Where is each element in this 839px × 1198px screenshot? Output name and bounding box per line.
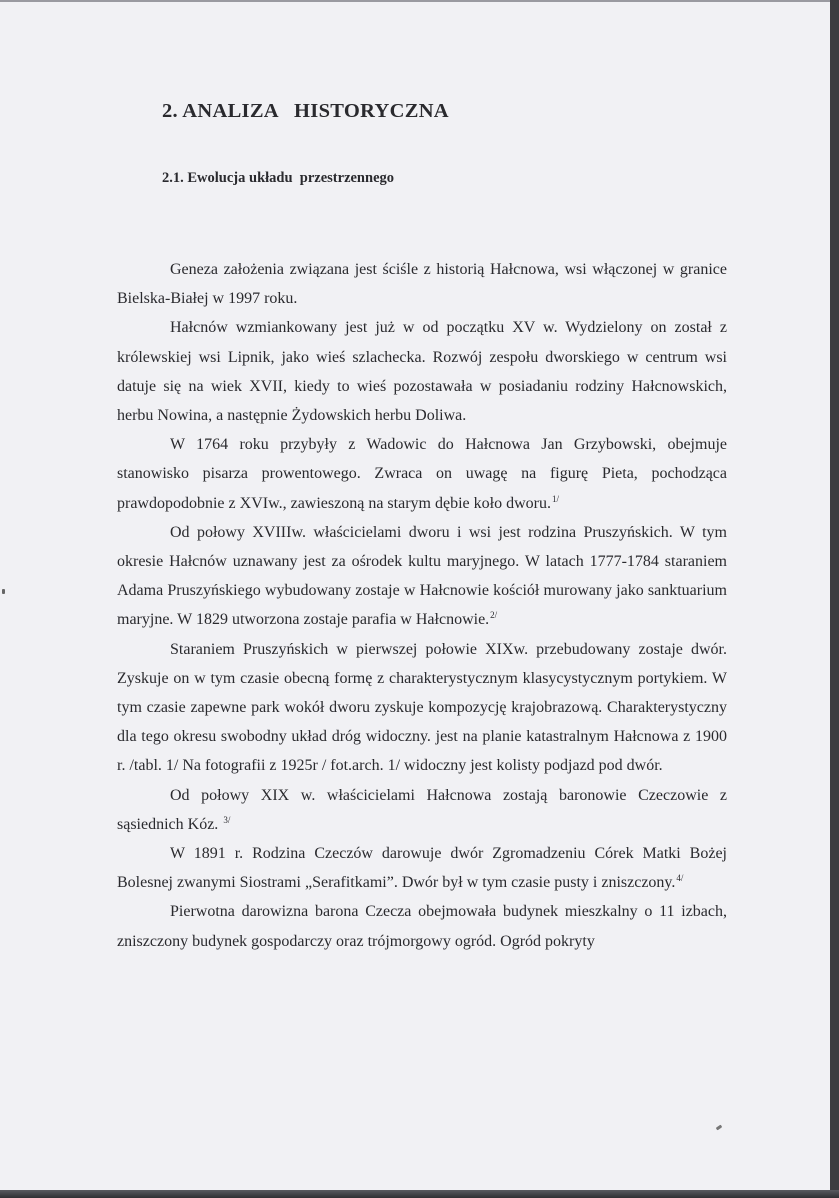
paragraph-text: Od połowy XIX w. właścicielami Hałcnowa zostają baronowie Czeczowie z sąsiednich Kóz. — [117, 786, 727, 833]
paragraph — [117, 430, 727, 518]
scan-edge-top — [0, 0, 839, 2]
paragraph-text: W 1764 roku przybyły z Wadowic do Hałcnowa Jan Grzybowski, obejmuje stanowisko pisarza prowentowego. Zwraca on uwagę na figurę Pieta, pochodząca prawdopodobnie z XVIw., zawieszoną na starym dębie koło dworu. — [117, 436, 727, 512]
paragraph-text: Staraniem Pruszyńskich w pierwszej połowie XIXw. przebudowany zostaje dwór. Zyskuje on w tym czasie obecną formę z charakterystycznym klasycystycznym portykiem. W tym czasie zapewne park wokół dworu zyskuje kompozycję krajobrazową. Charakterystyczny dla tego okresu swobodny układ dróg widoczny. jest na planie katastralnym Hałcnowa z 1900 r. /tabl. 1/ Na fotografii z 1925r / fot.arch. 1/ widoczny jest kolisty podjazd pod dwór. — [117, 640, 727, 775]
paragraph-text: Pierwotna darowizna barona Czecza obejmowała budynek mieszkalny o 11 izbach, zniszczony budynek gospodarczy oraz trójmorgowy ogród. Ogród pokryty — [117, 903, 727, 950]
section-title: 2. ANALIZA HISTORYCZNA — [162, 100, 449, 122]
paragraph — [117, 255, 727, 313]
footnote-marker: 2/ — [490, 610, 498, 621]
subsection-title: 2.1. Ewolucja układu przestrzennego — [162, 170, 394, 186]
paragraph-text: Geneza założenia związana jest ściśle z historią Hałcnowa, wsi włączonej w granice Bielska-Białej w 1997 roku. — [117, 261, 727, 308]
footnote-marker: 1/ — [551, 493, 559, 504]
paragraph-text: Od połowy XVIIIw. właścicielami dworu i wsi jest rodzina Pruszyńskich. W tym okresie Hałcnów uznawany jest za ośrodek kultu maryjnego. W latach 1777-1784 staraniem Adama Pruszyńskiego wybudowany zostaje w Hałcnowie kościół murowany jako sanktuarium maryjne. W 1829 utworzona zostaje parafia w Hałcnowie. — [117, 523, 727, 629]
footnote-marker: 3/ — [223, 814, 231, 825]
scan-edge-right — [830, 0, 839, 1198]
paragraph — [117, 781, 727, 839]
scan-edge-bottom — [0, 1190, 839, 1198]
paragraph — [117, 518, 727, 635]
document-body — [117, 255, 727, 956]
paragraph — [117, 635, 727, 781]
pen-mark — [716, 1125, 723, 1131]
footnote-marker: 4/ — [676, 873, 684, 884]
paragraph-text: Hałcnów wzmiankowany jest już w od początku XV w. Wydzielony on został z królewskiej wsi Lipnik, jako wieś szlachecka. Rozwój zespołu dworskiego w centrum wsi datuje się na wiek XVII, kiedy to wieś pozostawała w posiadaniu rodziny Hałcnowskich, herbu Nowina, a następnie Żydowskich herbu Doliwa. — [117, 319, 727, 425]
paragraph — [117, 313, 727, 430]
scan-speck — [2, 589, 5, 594]
paragraph-text: W 1891 r. Rodzina Czeczów darowuje dwór Zgromadzeniu Córek Matki Bożej Bolesnej zwanymi Siostrami „Serafitkami”. Dwór był w tym czasie pusty i zniszczony. — [117, 845, 727, 892]
paragraph — [117, 897, 727, 955]
paragraph — [117, 839, 727, 897]
